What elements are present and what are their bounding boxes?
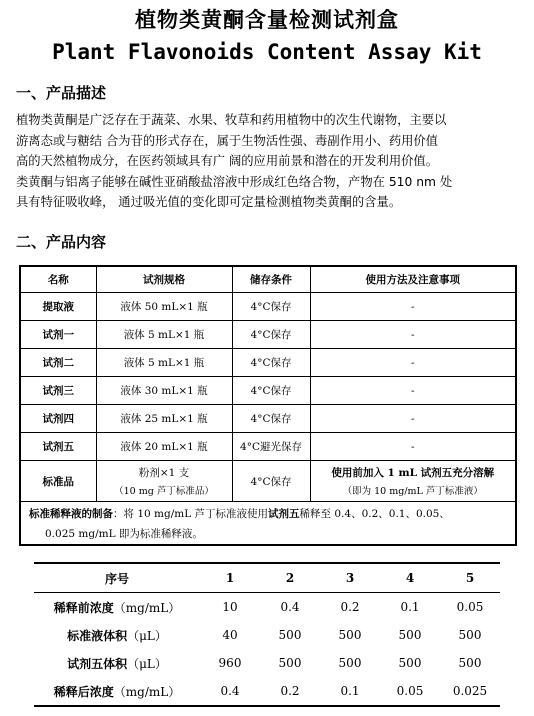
section-heading-contents: 二、产品内容 xyxy=(16,233,107,251)
dilution-header-label: 序号 xyxy=(34,563,200,593)
title-english: Plant Flavonoids Content Assay Kit xyxy=(52,40,482,64)
reagent-storage: 4°C保存 xyxy=(232,405,310,433)
standard-usage-sub: （即为 10 mg/mL 芦丁标准液） xyxy=(342,486,483,497)
dilution-cell: 0.1 xyxy=(340,684,360,698)
reagent-spec: 液体 5 mL×1 瓶 xyxy=(96,321,232,349)
description-line: 具有特征吸收峰， 通过吸光值的变化即可定量检测植物类黄酮的含量。 xyxy=(16,195,402,209)
dilution-cell: 0.1 xyxy=(400,600,420,614)
table-row-standard xyxy=(20,461,516,502)
dilution-cell: 500 xyxy=(458,628,482,642)
reagent-usage: - xyxy=(310,377,516,405)
dilution-cell: 0.05 xyxy=(456,600,484,614)
reagent-usage: - xyxy=(310,293,516,321)
dilution-cell: 0.2 xyxy=(280,684,300,698)
header-storage: 储存条件 xyxy=(232,266,310,293)
reagent-usage: - xyxy=(310,433,516,461)
dilution-cell: 500 xyxy=(278,656,302,670)
table-row xyxy=(20,405,516,433)
dilution-cell: 500 xyxy=(458,656,482,670)
dilution-row-label: 标准液体积（μL） xyxy=(67,628,167,643)
reagent-spec: 液体 50 mL×1 瓶 xyxy=(96,293,232,321)
reagent-usage: - xyxy=(310,405,516,433)
reagent-usage xyxy=(310,461,516,502)
dilution-header-row xyxy=(34,563,500,593)
standard-usage: 使用前加入 1 mL 试剂五充分溶解 xyxy=(331,467,495,479)
dilution-cell: 500 xyxy=(278,628,302,642)
table-row xyxy=(20,377,516,405)
dilution-cell: 500 xyxy=(338,656,362,670)
reagent-spec xyxy=(96,461,232,502)
reagent-name: 标准品 xyxy=(20,461,96,502)
dilution-cell: 10 xyxy=(222,600,238,614)
description-line: 类黄酮与铝离子能够在碱性亚硝酸盐溶液中形成红色络合物，产物在 510 nm 处 xyxy=(16,174,453,189)
description-line: 植物类黄酮是广泛存在于蔬菜、水果、牧草和药用植物中的次生代谢物，主要以 xyxy=(16,113,447,127)
title-chinese: 植物类黄酮含量检测试剂盒 xyxy=(135,8,399,32)
table-row xyxy=(34,593,500,622)
reagent-usage: - xyxy=(310,321,516,349)
dilution-cell: 500 xyxy=(398,628,422,642)
note-text: 稀释至 0.4、0.2、0.1、0.05、 xyxy=(299,508,450,520)
reagent-storage: 4°C保存 xyxy=(232,321,310,349)
reagent-storage: 4°C避光保存 xyxy=(232,433,310,461)
kit-contents-table xyxy=(19,265,517,546)
reagent-spec: 液体 20 mL×1 瓶 xyxy=(96,433,232,461)
reagent-usage: - xyxy=(310,349,516,377)
note-text: 0.025 mg/mL 即为标准稀释液。 xyxy=(45,528,203,540)
note-text: ：将 10 mg/mL 芦丁标准液使用 xyxy=(113,508,269,520)
dilution-cell: 40 xyxy=(222,628,238,642)
header-spec: 试剂规格 xyxy=(96,266,232,293)
reagent-spec: 液体 30 mL×1 瓶 xyxy=(96,377,232,405)
reagent-name: 提取液 xyxy=(20,293,96,321)
dilution-col-header: 1 xyxy=(200,563,260,593)
standard-spec-sub: （10 mg 芦丁标准品） xyxy=(114,486,214,497)
reagent-storage: 4°C保存 xyxy=(232,293,310,321)
dilution-col-header: 5 xyxy=(440,563,500,593)
header-usage: 使用方法及注意事项 xyxy=(310,266,516,293)
table-row xyxy=(20,349,516,377)
dilution-cell: 0.025 xyxy=(452,684,488,698)
table-row xyxy=(34,677,500,706)
reagent-storage: 4°C保存 xyxy=(232,377,310,405)
table-row xyxy=(34,649,500,677)
dilution-col-header: 2 xyxy=(260,563,320,593)
reagent-name: 试剂五 xyxy=(20,433,96,461)
table-row-note xyxy=(20,502,516,546)
description-paragraph xyxy=(16,110,520,213)
table-row xyxy=(20,433,516,461)
reagent-name: 试剂四 xyxy=(20,405,96,433)
description-line: 游离态或与糖结 合为苷的形式存在，属于生物活性强、毒副作用小、药用价值 xyxy=(16,133,439,148)
table-row xyxy=(20,321,516,349)
dilution-row-label: 试剂五体积（μL） xyxy=(67,656,167,671)
description-line: 高的天然植物成分，在医药领域具有广 阔的应用前景和潜在的开发利用价值。 xyxy=(16,154,439,168)
header-name: 名称 xyxy=(20,266,96,293)
dilution-cell: 0.4 xyxy=(220,684,240,698)
reagent-storage: 4°C保存 xyxy=(232,461,310,502)
note-label: 标准稀释液的制备 xyxy=(29,508,113,520)
standard-dilution-note xyxy=(20,502,516,546)
table-row xyxy=(20,293,516,321)
dilution-row-label: 稀释后浓度（mg/mL） xyxy=(53,684,181,699)
table-header-row xyxy=(20,266,516,293)
standard-spec: 粉剂×1 支 xyxy=(138,467,190,479)
dilution-cell: 500 xyxy=(338,628,362,642)
dilution-col-header: 3 xyxy=(320,563,380,593)
dilution-row-label: 稀释前浓度（mg/mL） xyxy=(53,600,181,615)
reagent-spec: 液体 5 mL×1 瓶 xyxy=(96,349,232,377)
dilution-cell: 0.05 xyxy=(396,684,424,698)
dilution-cell: 0.4 xyxy=(280,600,300,614)
reagent-storage: 4°C保存 xyxy=(232,349,310,377)
dilution-cell: 960 xyxy=(218,656,242,670)
reagent-spec: 液体 25 mL×1 瓶 xyxy=(96,405,232,433)
reagent-name: 试剂三 xyxy=(20,377,96,405)
dilution-cell: 500 xyxy=(398,656,422,670)
reagent-name: 试剂二 xyxy=(20,349,96,377)
section-heading-description: 一、产品描述 xyxy=(16,84,107,102)
dilution-cell: 0.2 xyxy=(340,600,360,614)
reagent-name: 试剂一 xyxy=(20,321,96,349)
note-reagent: 试剂五 xyxy=(268,508,300,520)
dilution-col-header: 4 xyxy=(380,563,440,593)
dilution-table xyxy=(34,562,500,707)
table-row xyxy=(34,621,500,649)
